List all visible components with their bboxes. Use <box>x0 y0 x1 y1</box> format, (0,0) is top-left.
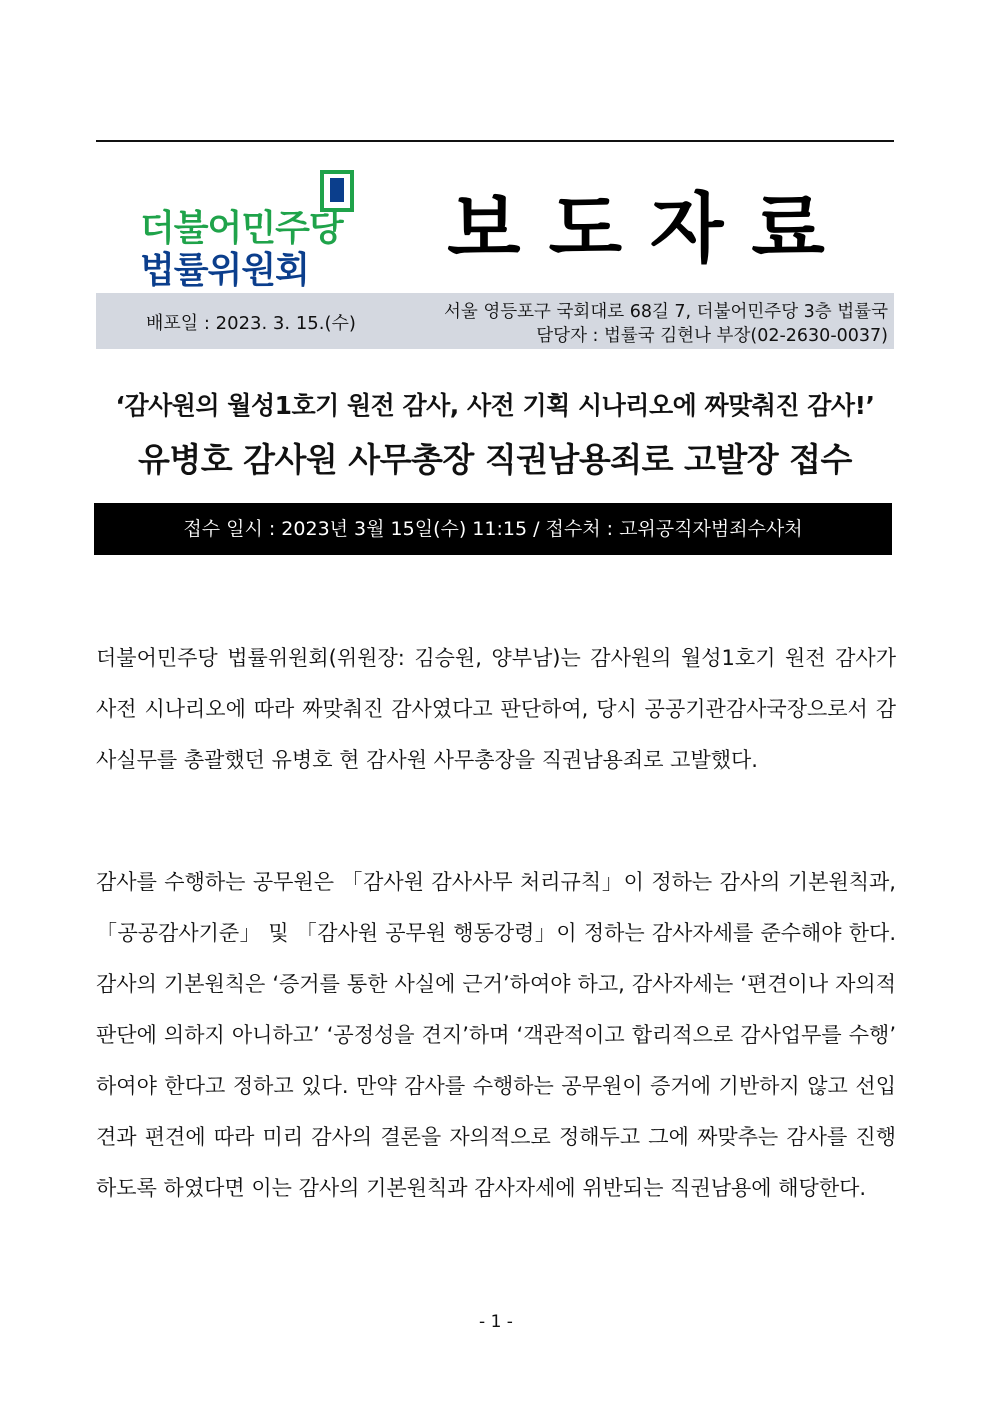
office-address: 서울 영등포구 국회대로 68길 7, 더불어민주당 3층 법률국 <box>443 302 888 322</box>
contact-person: 담당자 : 법률국 김현나 부장(02-2630-0037) <box>536 326 888 346</box>
receipt-banner: 접수 일시 : 2023년 3월 15일(수) 11:15 / 접수처 : 고위공직자범죄수사처 <box>94 503 892 555</box>
release-date: 배포일 : 2023. 3. 15.(수) <box>146 313 356 334</box>
body-paragraph-1: 더불어민주당 법률위원회(위원장: 김승원, 양부남)는 감사원의 월성1호기 원전 감사가 사전 시나리오에 따라 짜맞춰진 감사였다고 판단하여, 당시 공공기관감사국장으로서 감사실무를 총괄했던 유병호 현 감사원 사무총장을 직권남용죄로 고발했다. <box>96 646 896 772</box>
headline: 유병호 감사원 사무총장 직권남용죄로 고발장 접수 <box>138 440 852 479</box>
press-release-title: 보도자료 <box>447 184 853 273</box>
party-logo <box>140 170 380 290</box>
subtitle: ‘감사원의 월성1호기 원전 감사, 사전 기획 시나리오에 짜맞춰진 감사!’ <box>115 391 875 420</box>
logo-committee-name: 법률위원회 <box>140 250 309 291</box>
info-bar <box>96 293 894 349</box>
body-paragraph-2: 감사를 수행하는 공무원은 「감사원 감사사무 처리규칙」이 정하는 감사의 기본원칙과, 「공공감사기준」 및 「감사원 공무원 행동강령」이 정하는 감사자세를 준수해야 한다. 감사의 기본원칙은 ‘증거를 통한 사실에 근거’하여야 하고, 감사자세는 ‘편견이나 자의적 판단에 의하지 아니하고’ ‘공정성을 견지’하며 ‘객관적이고 합리적으로 감사업무를 수행’ 하여야 한다고 정하고 있다. 만약 감사를 수행하는 공무원이 증거에 기반하지 않고 선입견과 편견에 따라 미리 감사의 결론을 자의적으로 정해두고 그에 짜맞추는 감사를 진행하도록 하였다면 이는 감사의 기본원칙과 감사자세에 위반되는 직권남용에 해당한다. <box>96 870 896 1200</box>
top-rule <box>96 140 894 142</box>
logo-party-name: 더불어민주당 <box>140 208 343 249</box>
page-number: - 1 - <box>479 1312 513 1332</box>
